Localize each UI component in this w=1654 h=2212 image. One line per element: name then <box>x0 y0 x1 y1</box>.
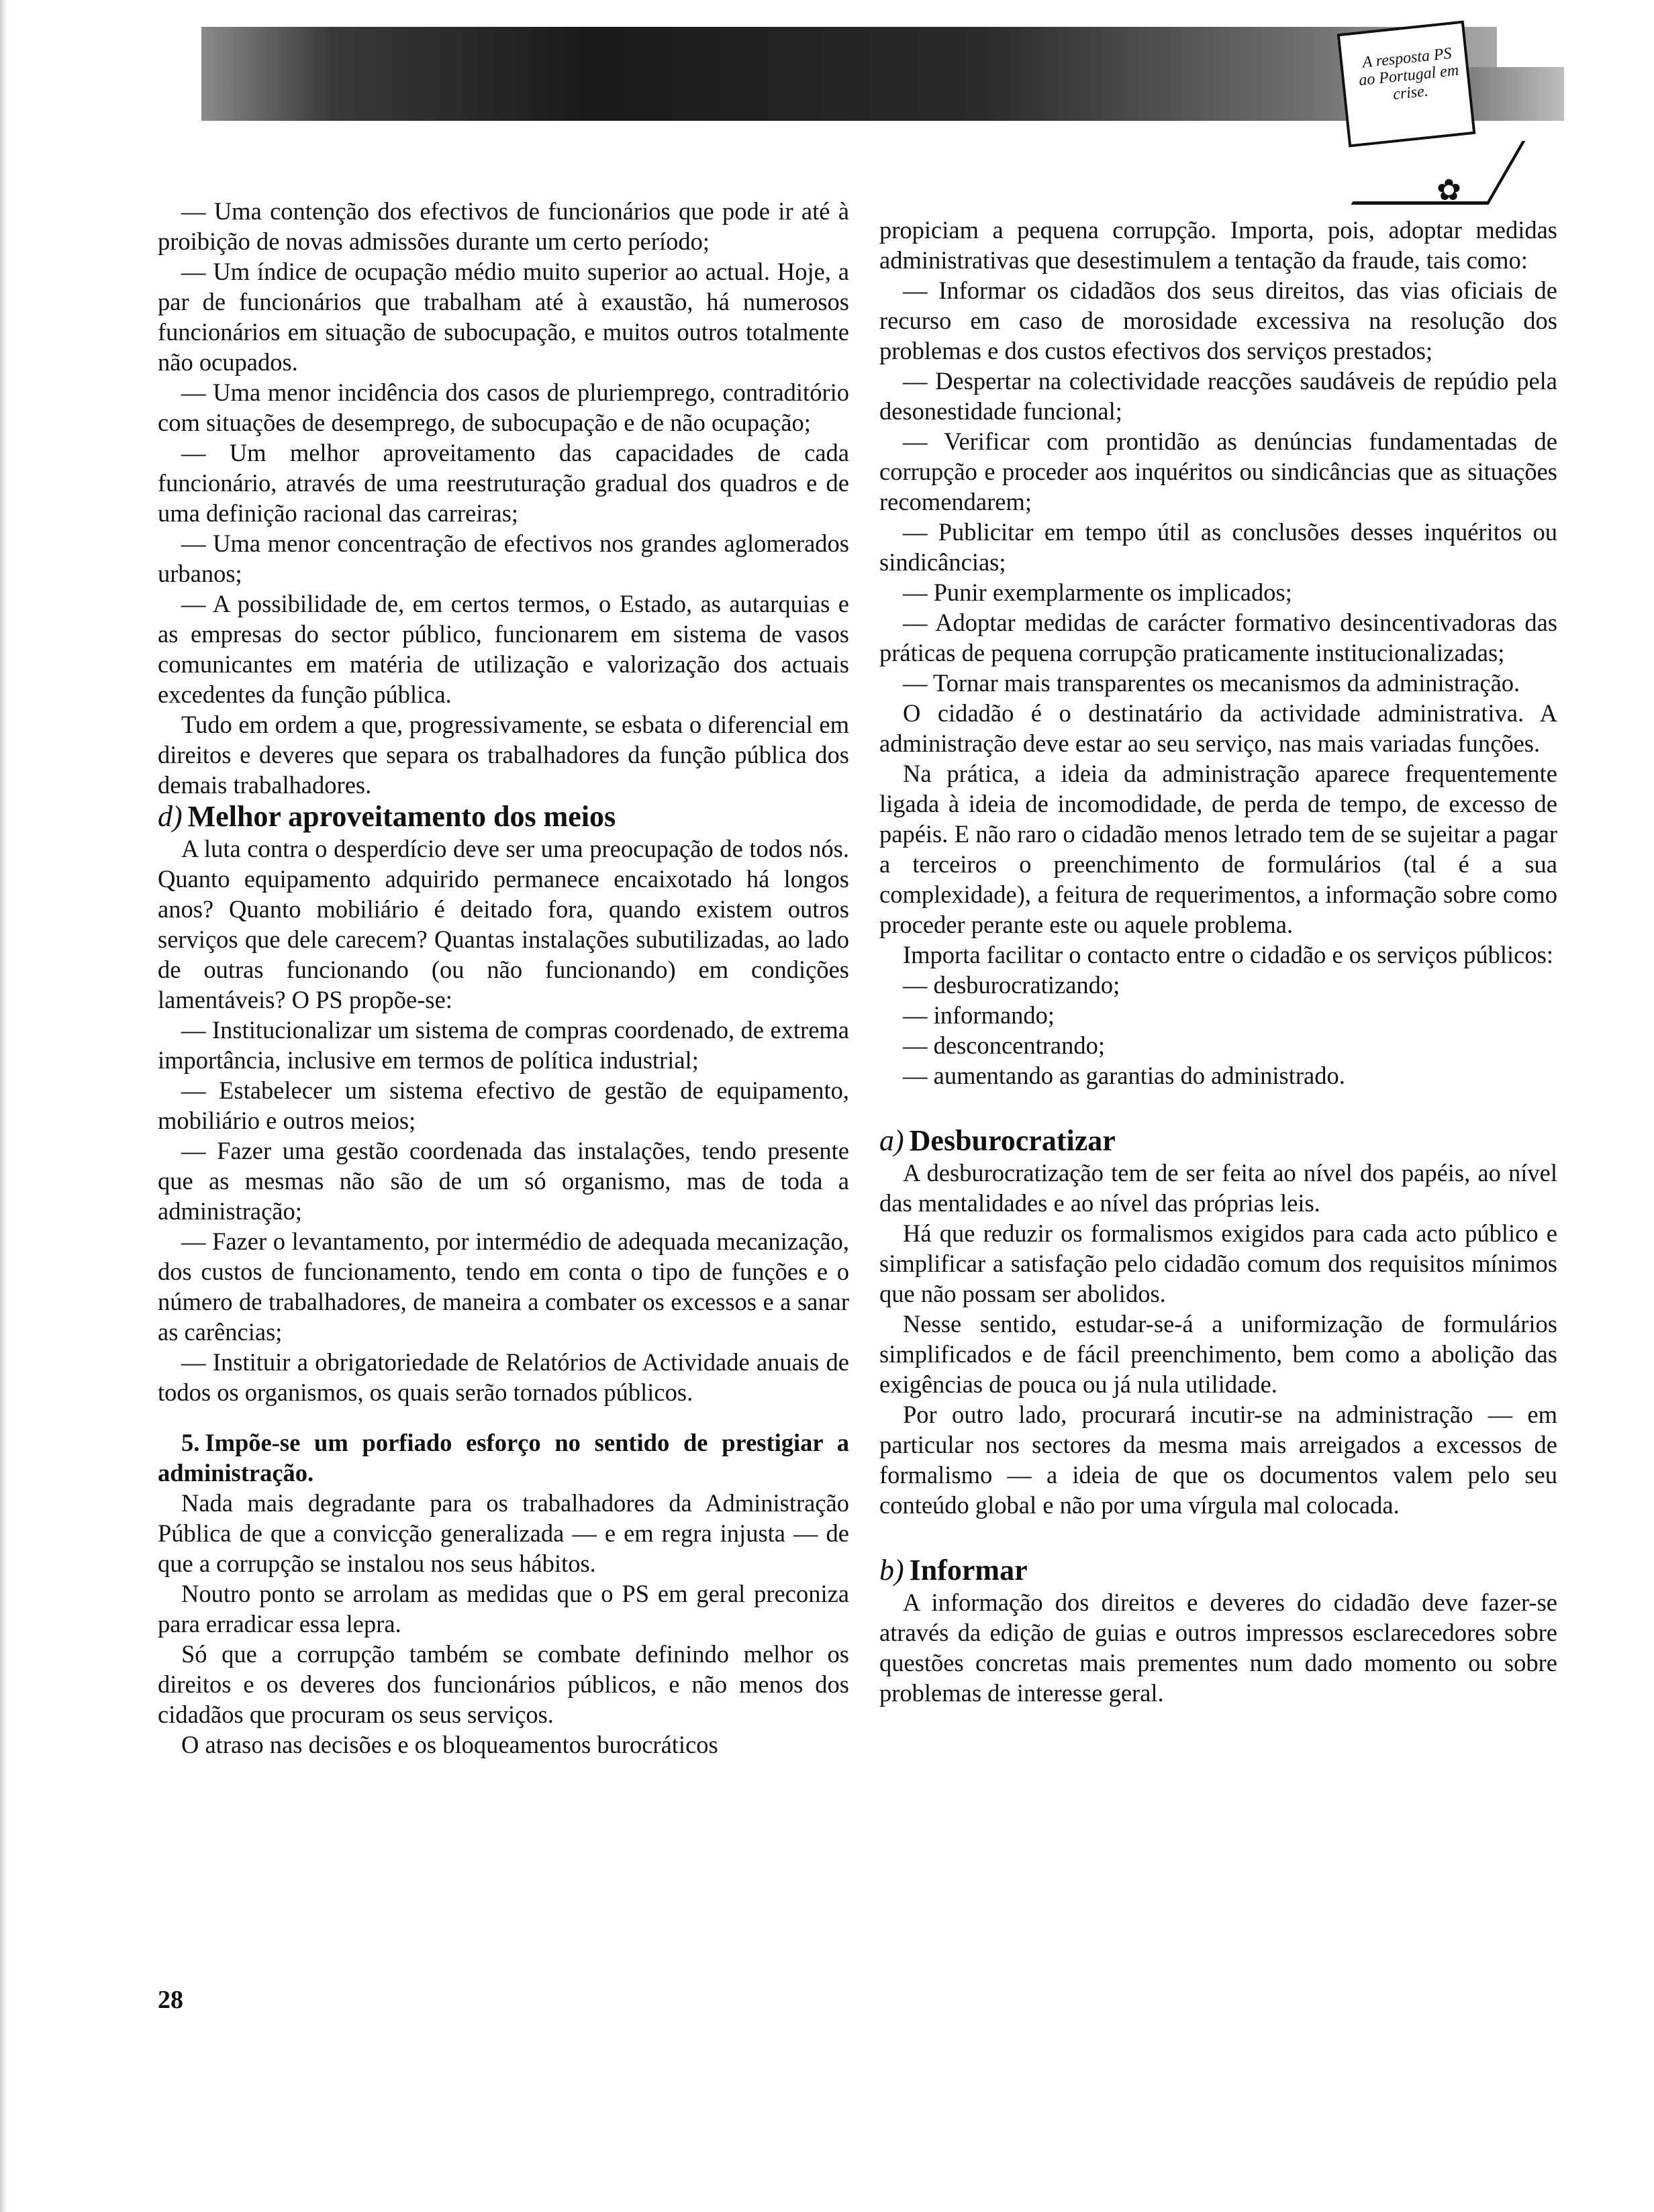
right-column <box>879 215 1557 1708</box>
paragraph: Importa facilitar o contacto entre o cidadão e os serviços públicos: <box>903 941 1553 968</box>
page-number: 28 <box>158 1986 183 2014</box>
list-item: — Informar os cidadãos dos seus direitos, das vias oficiais de recurso em caso de morosidade excessiva na resolução dos problemas e dos custos efectivos dos serviços prestados; <box>879 276 1557 364</box>
list-item: — Instituir a obrigatoriedade de Relatórios de Actividade anuais de todos os organismos, os quais serão tornados públicos. <box>158 1348 849 1406</box>
list-item: — Adoptar medidas de carácter formativo desincentivadoras das práticas de pequena corrupção praticamente institucionalizadas; <box>879 609 1557 666</box>
list-item: — Um índice de ocupação médio muito superior ao actual. Hoje, a par de funcionários que trabalham até à exaustão, há numerosos funcionários em situação de subocupação, e muitos outros totalmente não ocupados. <box>158 258 849 376</box>
point-lead: Impõe-se um porfiado esforço no sentido de prestigiar a administração. <box>158 1429 849 1487</box>
section-heading-d <box>158 800 849 834</box>
list-item: — Despertar na colectividade reacções saudáveis de repúdio pela desonestidade funcional; <box>879 367 1557 425</box>
section-letter: b) <box>879 1554 904 1587</box>
paragraph: Nada mais degradante para os trabalhadores da Administração Pública de que a convicção generalizada — e em regra injusta — de que a corrupção se instalou nos seus hábitos. <box>158 1489 849 1577</box>
list-item: — Uma menor concentração de efectivos nos grandes aglomerados urbanos; <box>158 530 849 587</box>
rose-emblem-icon: ✿ <box>1437 174 1461 207</box>
section-heading-a <box>879 1124 1557 1158</box>
list-item: — Um melhor aproveitamento das capacidades de cada funcionário, através de uma reestruturação gradual dos quadros e de uma definição racional das carreiras; <box>158 439 849 527</box>
numbered-point-5 <box>158 1427 849 1488</box>
list-item: — A possibilidade de, em certos termos, o Estado, as autarquias e as empresas do sector público, funcionarem em sistema de vasos comunicantes em matéria de utilização e valorização dos actuais excedentes da função pública. <box>158 590 849 708</box>
list-item: — Fazer o levantamento, por intermédio de adequada mecanização, dos custos de funcionamento, tendo em conta o tipo de funções e o número de trabalhadores, de maneira a combater os excessos e a sanar as carências; <box>158 1227 849 1346</box>
paragraph: O cidadão é o destinatário da actividade administrativa. A administração deve estar ao seu serviço, nas mais variadas funções. <box>879 699 1557 757</box>
section-letter: a) <box>879 1124 904 1157</box>
section-title: Desburocratizar <box>909 1124 1116 1157</box>
section-title: Melhor aproveitamento dos meios <box>187 800 616 833</box>
list-item: — desburocratizando; <box>903 971 1120 999</box>
paragraph: Nesse sentido, estudar-se-á a uniformização de formulários simplificados e de fácil preenchimento, bem como a abolição das exigências de pouca ou já nula utilidade. <box>879 1310 1557 1398</box>
list-item: — Uma menor incidência dos casos de pluriemprego, contraditório com situações de desemprego, de subocupação e de não ocupação; <box>158 379 849 436</box>
list-item: — Punir exemplarmente os implicados; <box>903 579 1292 606</box>
series-logo-text: A resposta PS ao Portugal em crise. <box>1358 44 1460 104</box>
paragraph: O atraso nas decisões e os bloqueamentos burocráticos <box>181 1731 718 1758</box>
paragraph: A desburocratização tem de ser feita ao nível dos papéis, ao nível das mentalidades e ao nível das próprias leis. <box>879 1159 1557 1217</box>
list-item: — Tornar mais transparentes os mecanismos da administração. <box>903 669 1520 697</box>
list-item: — Uma contenção dos efectivos de funcionários que pode ir até à proibição de novas admissões durante um certo período; <box>158 197 849 255</box>
left-column <box>158 196 849 1760</box>
paragraph: Há que reduzir os formalismos exigidos para cada acto público e simplificar a satisfação pelo cidadão comum dos requisitos mínimos que não possam ser abolidos. <box>879 1219 1557 1307</box>
section-title: Informar <box>909 1554 1028 1587</box>
point-number: 5. <box>181 1429 200 1456</box>
header-band-right <box>1463 67 1564 121</box>
paragraph-continued: propiciam a pequena corrupção. Importa, pois, adoptar medidas administrativas que desestimulem a tentação da fraude, tais como: <box>879 216 1557 274</box>
paragraph: Só que a corrupção também se combate definindo melhor os direitos e os deveres dos funcionários públicos, e não menos dos cidadãos que procuram os seus serviços. <box>158 1640 849 1728</box>
paragraph: A informação dos direitos e deveres do cidadão deve fazer-se através da edição de guias e outros impressos esclarecedores sobre questões concretas mais prementes num dado momento ou sobre problemas de interesse geral. <box>879 1589 1557 1707</box>
section-letter: d) <box>158 800 183 833</box>
series-logo <box>1337 21 1476 148</box>
list-item: — Fazer uma gestão coordenada das instalações, tendo presente que as mesmas não são de um só organismo, mas de toda a administração; <box>158 1137 849 1225</box>
paragraph: Noutro ponto se arrolam as medidas que o PS em geral preconiza para erradicar essa lepra. <box>158 1580 849 1638</box>
paragraph: Na prática, a ideia da administração aparece frequentemente ligada à ideia de incomodidade, de perda de tempo, de excesso de papéis. E não raro o cidadão menos letrado tem de se sujeitar a pagar a terceiros o preenchimento de formulários (tal é a sua complexidade), a feitura de requerimentos, a informação sobre como proceder perante este ou aquele problema. <box>879 760 1557 938</box>
list-item: — Estabelecer um sistema efectivo de gestão de equipamento, mobiliário e outros meios; <box>158 1076 849 1134</box>
list-item: — desconcentrando; <box>903 1032 1106 1059</box>
header-band <box>201 27 1497 121</box>
list-item: — informando; <box>903 1001 1055 1029</box>
list-item: — aumentando as garantias do administrado. <box>903 1062 1345 1089</box>
section-heading-b <box>879 1554 1557 1587</box>
paragraph: Tudo em ordem a que, progressivamente, se esbata o diferencial em direitos e deveres que separa os trabalhadores da função pública dos demais trabalhadores. <box>158 711 849 799</box>
list-item: — Institucionalizar um sistema de compras coordenado, de extrema importância, inclusive em termos de política industrial; <box>158 1016 849 1074</box>
scan-edge <box>0 0 7 2212</box>
paragraph: A luta contra o desperdício deve ser uma preocupação de todos nós. Quanto equipamento adquirido permanece encaixotado há longos anos? Quanto mobiliário é deitado fora, quando existem outros serviços que dele carecem? Quantas instalações subutilizadas, ao lado de outras funcionando (ou não funcionando) em condições lamentáveis? O PS propõe-se: <box>158 835 849 1013</box>
list-item: — Verificar com prontidão as denúncias fundamentadas de corrupção e proceder aos inquéritos ou sindicâncias que as situações recomendarem; <box>879 428 1557 515</box>
list-item: — Publicitar em tempo útil as conclusões desses inquéritos ou sindicâncias; <box>879 518 1557 576</box>
paragraph: Por outro lado, procurará incutir-se na administração — em particular nos sectores da mesma mais arreigados a excessos de formalismo — a ideia de que os documentos valem pelo seu conteúdo global e não por uma vírgula mal colocada. <box>879 1401 1557 1519</box>
